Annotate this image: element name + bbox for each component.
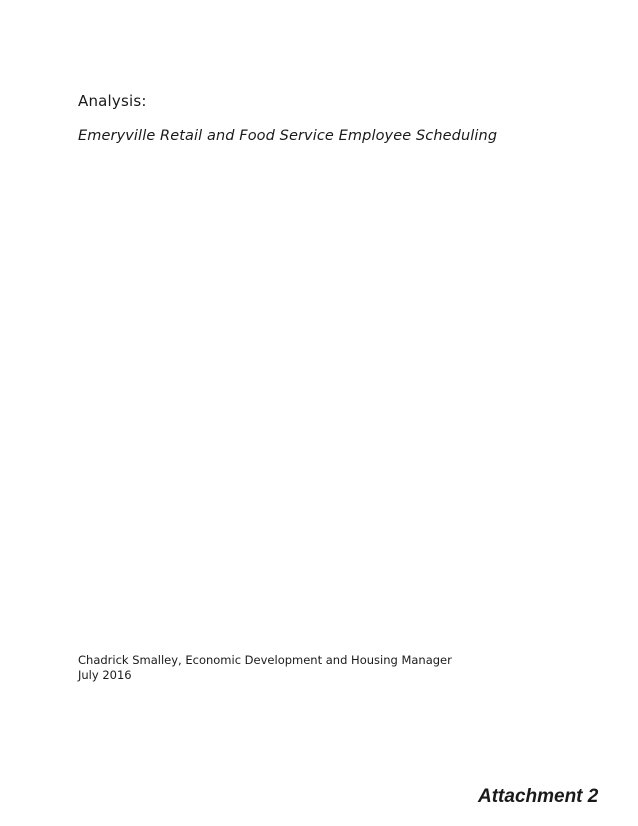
analysis-label: Analysis:: [78, 92, 147, 110]
author-block: [78, 653, 452, 683]
author-name: Chadrick Smalley, Economic Development and Housing Manager: [78, 653, 452, 667]
attachment-label: Attachment 2: [478, 786, 599, 807]
document-title: Emeryville Retail and Food Service Employee Scheduling: [78, 128, 498, 144]
document-date: July 2016: [78, 668, 132, 682]
